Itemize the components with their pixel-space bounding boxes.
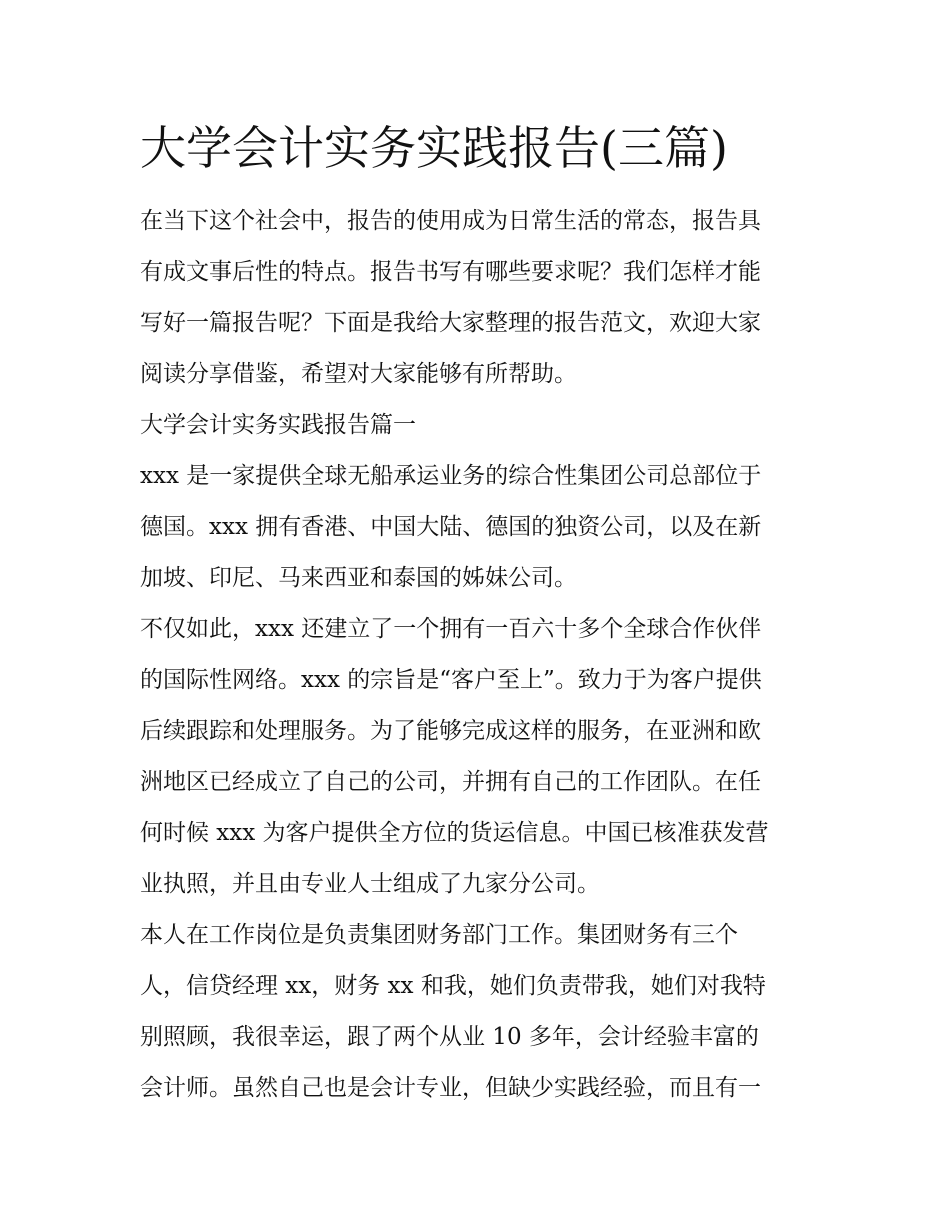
text-line: 何时候 xxx 为客户提供全方位的货运信息。中国已核准获发营 — [140, 820, 769, 846]
document-body — [140, 196, 830, 1114]
text-line: 别照顾，我很幸运，跟了两个从业 10 多年，会计经验丰富的 — [140, 1024, 759, 1050]
text-line: 有成文事后性的特点。报告书写有哪些要求呢？我们怎样才能 — [140, 259, 761, 285]
text-line: 会计师。虽然自己也是会计专业，但缺少实践经验，而且有一 — [140, 1075, 761, 1101]
text-line: 本人在工作岗位是负责集团财务部门工作。集团财务有三个 — [140, 922, 738, 948]
text-line: 的国际性网络。xxx 的宗旨是“客户至上”。致力于为客户提供 — [140, 667, 762, 693]
text-line: 洲地区已经成立了自己的公司，并拥有自己的工作团队。在任 — [140, 769, 761, 795]
text-line: 德国。xxx 拥有香港、中国大陆、德国的独资公司，以及在新 — [140, 514, 762, 540]
text-line: 写好一篇报告呢？下面是我给大家整理的报告范文，欢迎大家 — [140, 310, 761, 336]
text-line: xxx 是一家提供全球无船承运业务的综合性集团公司总部位于 — [140, 463, 762, 489]
document-title: 大学会计实务实践报告(三篇) — [140, 121, 728, 175]
text-line: 不仅如此，xxx 还建立了一个拥有一百六十多个全球合作伙伴 — [140, 616, 762, 642]
text-line: 业执照，并且由专业人士组成了九家分公司。 — [140, 871, 600, 897]
text-line: 加坡、印尼、马来西亚和泰国的姊妹公司。 — [140, 565, 577, 591]
text-line: 人，信贷经理 xx，财务 xx 和我，她们负责带我，她们对我特 — [140, 973, 766, 999]
text-line: 后续跟踪和处理服务。为了能够完成这样的服务，在亚洲和欧 — [140, 718, 761, 744]
text-line: 阅读分享借鉴，希望对大家能够有所帮助。 — [140, 361, 577, 387]
section-heading: 大学会计实务实践报告篇一 — [140, 412, 416, 438]
text-line: 在当下这个社会中，报告的使用成为日常生活的常态，报告具 — [140, 208, 761, 234]
